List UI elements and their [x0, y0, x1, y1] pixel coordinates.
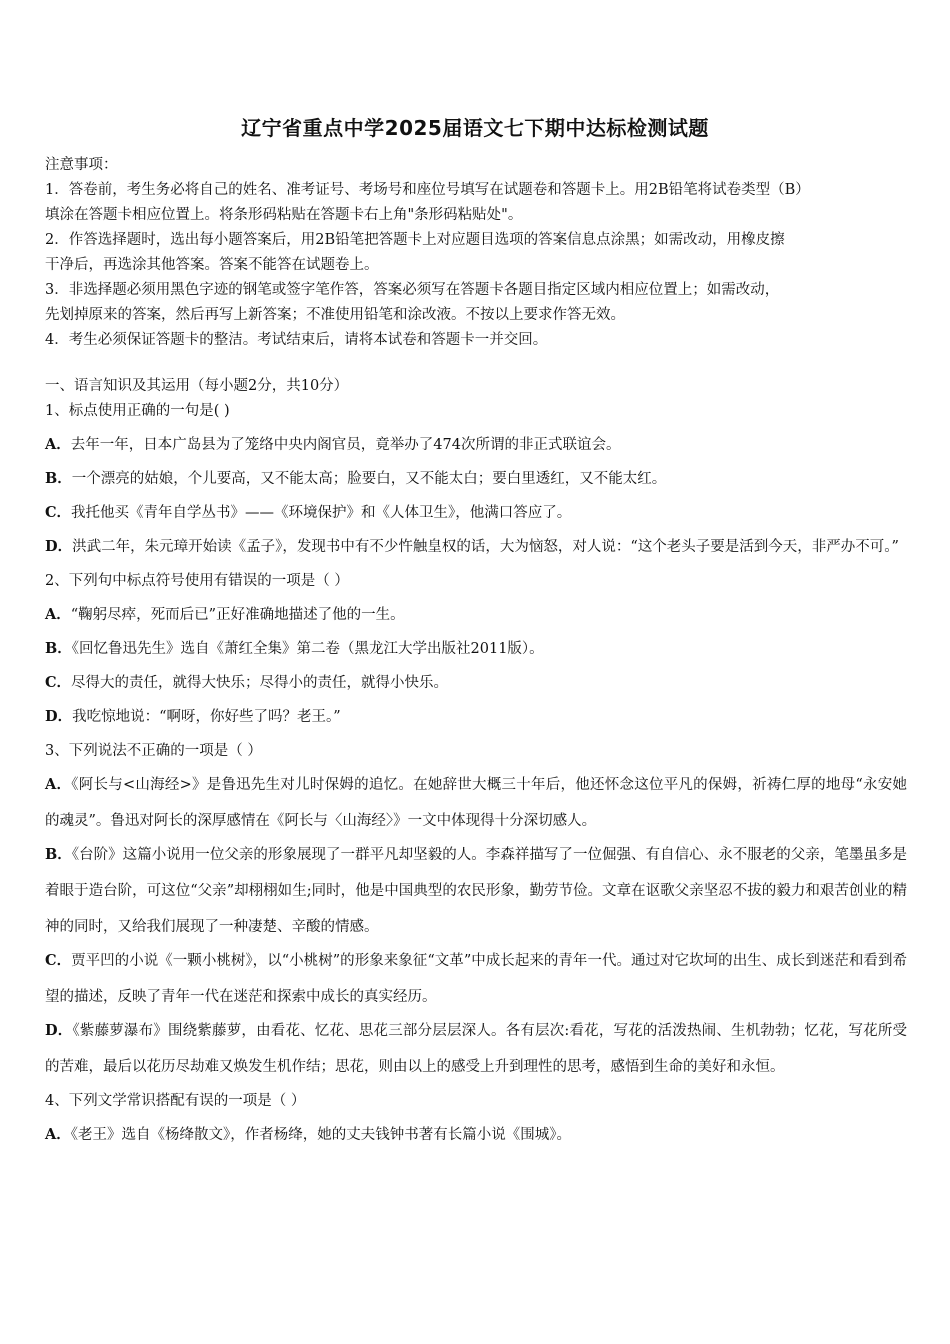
option-2d [45, 707, 907, 727]
option-label: B． [45, 640, 72, 657]
option-2c [45, 673, 907, 693]
option-4a [45, 1125, 907, 1145]
option-1a [45, 435, 907, 455]
notice-line: 干净后，再选涂其他答案。答案不能答在试题卷上。 [45, 257, 379, 273]
question-section [45, 376, 907, 1159]
option-label: A． [45, 606, 71, 623]
option-label: C． [45, 504, 72, 521]
option-text: 贾平凹的小说《一颗小桃树》，以“小桃树”的形象来象征“文革”中成长起来的青年一代。通过对它坎坷的出生、成长到迷茫和看到希望的描述，反映了青年一代在迷茫和探索中成长的真实经历。 [45, 953, 907, 1005]
notice-heading: 注意事项： [45, 157, 118, 173]
question-stem-2: 2、下列句中标点符号使用有错误的一项是（ ） [45, 573, 349, 589]
option-3c [45, 943, 907, 1015]
option-text: 我吃惊地说：“啊呀，你好些了吗？老王。” [72, 709, 341, 725]
question-stem-1: 1、标点使用正确的一句是( ) [45, 403, 230, 419]
option-text: “鞠躬尽瘁，死而后已”正好准确地描述了他的一生。 [70, 607, 405, 623]
option-text: 洪武二年，朱元璋开始读《孟子》，发现书中有不少忤触皇权的话，大为恼怒，对人说：“这个老头子要是活到今天，非严办不可。” [72, 539, 899, 555]
option-3d [45, 1013, 907, 1085]
option-label: B． [45, 470, 72, 487]
option-3b [45, 837, 907, 945]
notice-line: 1．答卷前，考生务必将自己的姓名、准考证号、考场号和座位号填写在试题卷和答题卡上。用2B铅笔将试卷类型（B） [45, 182, 810, 198]
option-label: D． [45, 538, 73, 555]
option-label: A． [45, 436, 71, 453]
option-label: A． [45, 1126, 71, 1143]
option-text: 尽得大的责任，就得大快乐；尽得小的责任，就得小快乐。 [71, 675, 449, 691]
option-text: 我托他买《青年自学丛书》——《环境保护》和《人体卫生》，他满口答应了。 [71, 505, 572, 521]
page-title: 辽宁省重点中学2025届语文七下期中达标检测试题 [241, 116, 709, 140]
option-text: 《紫藤萝瀑布》围绕紫藤萝，由看花、忆花、思花三部分层层深人。各有层次:看花，写花的活泼热闹、生机勃勃；忆花，写花所受的苦难，最后以花历尽劫难又焕发生机作结；思花，则由以上的感受上升到理性的思考，感悟到生命的美好和永恒。 [45, 1023, 907, 1075]
option-label: C． [45, 952, 72, 969]
option-label: B． [45, 846, 72, 863]
option-1c [45, 503, 907, 523]
option-text: 一个漂亮的姑娘，个儿要高，又不能太高；脸要白，又不能太白；要白里透红，又不能太红。 [71, 471, 667, 487]
option-text: 去年一年，日本广岛县为了笼络中央内阁官员，竟举办了474次所谓的非正式联谊会。 [70, 437, 621, 453]
question-stem-3: 3、下列说法不正确的一项是（ ） [45, 743, 262, 759]
option-text: 《台阶》这篇小说用一位父亲的形象展现了一群平凡却坚毅的人。李森祥描写了一位倔强、有自信心、永不服老的父亲，笔墨虽多是着眼于造台阶，可这位“父亲”却栩栩如生;同时，他是中国典型的农民形象，勤劳节俭。文章在讴歌父亲坚忍不拔的毅力和艰苦创业的精神的同时，又给我们展现了一种凄楚、辛酸的情感。 [45, 847, 907, 935]
notice-block [45, 153, 907, 353]
question-stem-4: 4、下列文学常识搭配有误的一项是（ ） [45, 1093, 306, 1109]
option-2a [45, 605, 907, 625]
option-text: 《阿长与<山海经>》是鲁迅先生对儿时保姆的追忆。在她辞世大概三十年后，他还怀念这位平凡的保姆，祈祷仁厚的地母“永安她的魂灵”。鲁迅对阿长的深厚感情在《阿长与〈山海经〉》一文中体现得十分深切感人。 [45, 777, 907, 829]
notice-line: 先划掉原来的答案，然后再写上新答案；不准使用铅笔和涂改液。不按以上要求作答无效。 [45, 307, 625, 323]
option-label: C． [45, 674, 72, 691]
option-2b [45, 639, 907, 659]
notice-line: 2．作答选择题时，选出每小题答案后，用2B铅笔把答题卡上对应题目选项的答案信息点涂黑；如需改动，用橡皮擦 [45, 232, 785, 248]
option-3a [45, 767, 907, 839]
option-text: 《回忆鲁迅先生》选自《萧红全集》第二卷（黑龙江大学出版社2011版）。 [71, 641, 544, 657]
option-label: A． [45, 776, 72, 793]
notice-line: 填涂在答题卡相应位置上。将条形码粘贴在答题卡右上角"条形码粘贴处"。 [45, 207, 523, 223]
option-label: D． [45, 708, 73, 725]
notice-line: 4．考生必须保证答题卡的整洁。考试结束后，请将本试卷和答题卡一并交回。 [45, 332, 548, 348]
option-1d [45, 529, 907, 565]
option-text: 《老王》选自《杨绛散文》，作者杨绛，她的丈夫钱钟书著有长篇小说《围城》。 [70, 1127, 572, 1143]
notice-line: 3．非选择题必须用黑色字迹的钢笔或签字笔作答，答案必须写在答题卡各题目指定区域内相应位置上；如需改动， [45, 282, 780, 298]
option-1b [45, 469, 907, 489]
section-heading: 一、语言知识及其运用（每小题2分，共10分） [45, 378, 349, 394]
option-label: D． [45, 1022, 73, 1039]
